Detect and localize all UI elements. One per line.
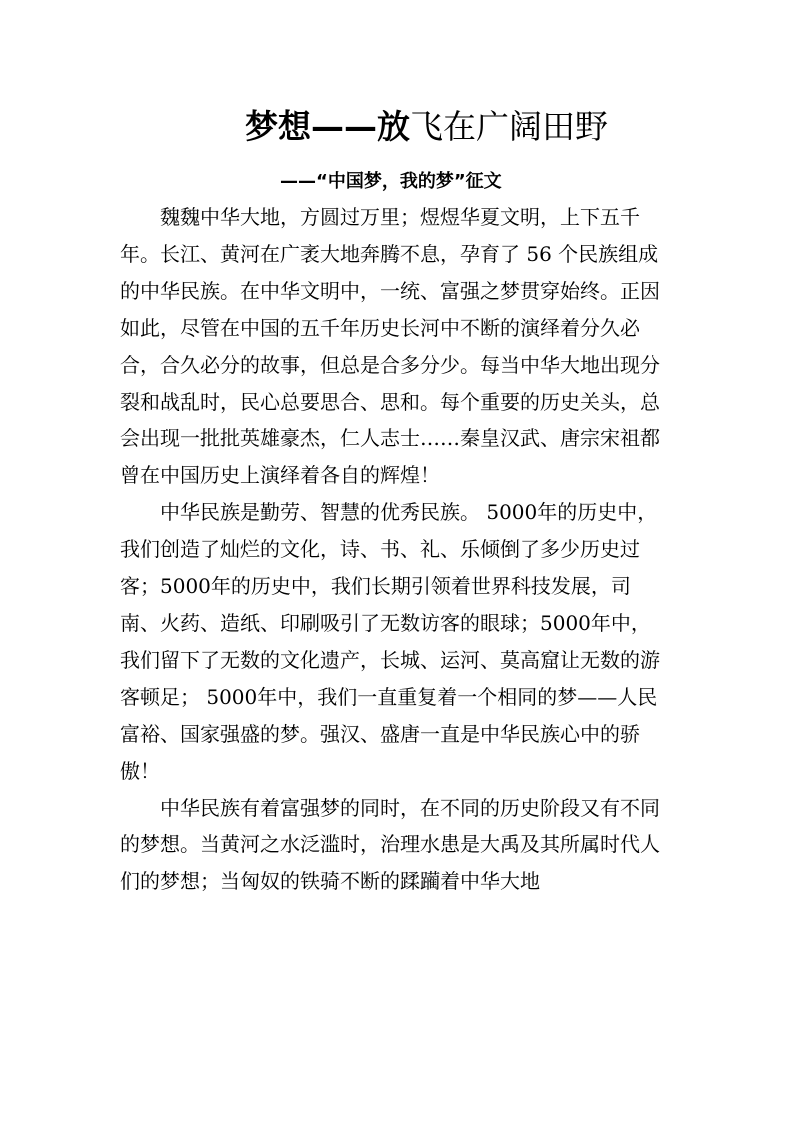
document-title <box>245 101 665 153</box>
document-subtitle: ——“中国梦，我的梦”征文 <box>280 171 502 192</box>
document-body <box>120 199 680 900</box>
paragraph-3: 中华民族有着富强梦的同时，在不同的历史阶段又有不同的梦想。当黄河之水泛滥时，治理水患是大禹及其所属时代人们的梦想；当匈奴的铁骑不断的蹂躏着中华大地 <box>120 795 660 894</box>
paragraph-1: 魏魏中华大地，方圆过万里；煜煜华夏文明，上下五千年。长江、黄河在广袤大地奔腾不息，孕育了 56 个民族组成的中华民族。在中华文明中，一统、富强之梦贯穿始终。正因如此，尽管在中国的五千年历史长河中不断的演绎着分久必合，合久必分的故事，但总是合多分少。每当中华大地出现分裂和战乱时，民心总要思合、思和。每个重要的历史关头，总会出现一批批英雄豪杰，仁人志士……秦皇汉武、唐宗宋祖都曾在中国历史上演绎着各自的辉煌！ <box>120 205 660 488</box>
paragraph-2: 中华民族是勤劳、智慧的优秀民族。 5000年的历史中，我们创造了灿烂的文化，诗、书、礼、乐倾倒了多少历史过客；5000年的历史中，我们长期引领着世界科技发展，司南、火药、造纸、印刷吸引了无数访客的眼球；5000年中，我们留下了无数的文化遗产，长城、运河、莫高窟让无数的游客顿足； 5000年中，我们一直重复着一个相同的梦——人民富裕、国家强盛的梦。强汉、盛唐一直是中华民族心中的骄傲！ <box>120 500 660 783</box>
title-rest-part: 飞在广阔田野 <box>410 107 608 146</box>
title-bold-part: 梦想——放 <box>245 107 410 146</box>
